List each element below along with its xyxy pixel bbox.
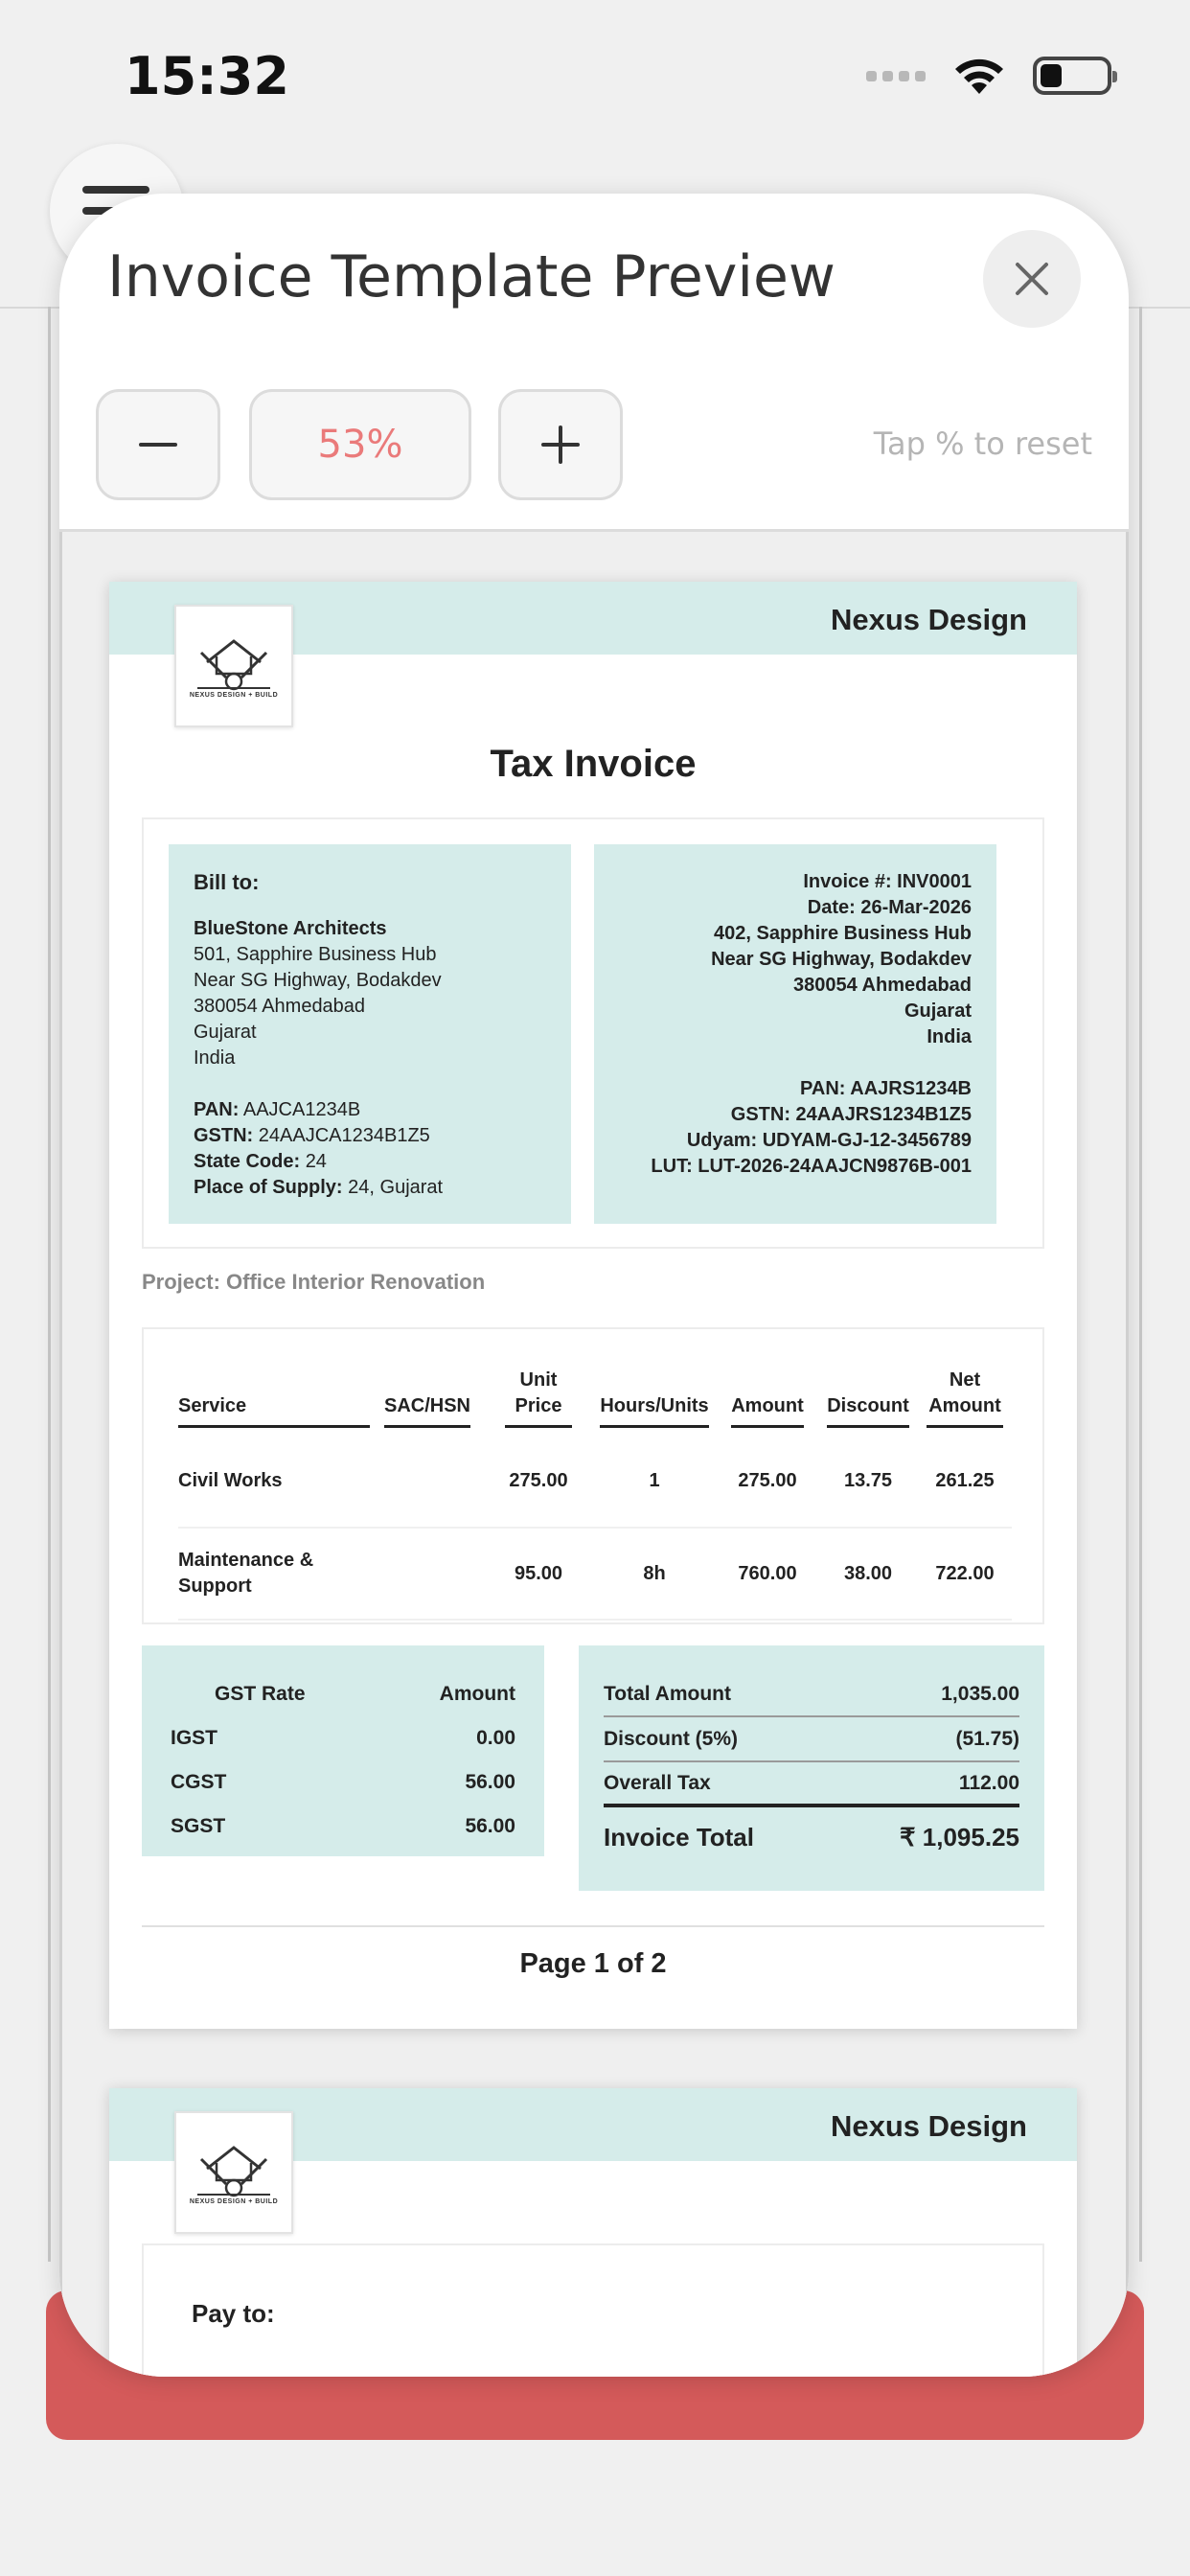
totals-summary <box>579 1645 1044 1891</box>
zoom-in-button[interactable] <box>498 389 623 500</box>
address-section <box>142 817 1044 1249</box>
invoice-title: Tax Invoice <box>490 743 697 785</box>
bill-to-block <box>169 844 571 1224</box>
column-header: Discount <box>818 1368 918 1436</box>
client-address-line: India <box>194 1047 236 1069</box>
background-border-right <box>1139 307 1142 2262</box>
column-header: Net Amount <box>918 1368 1012 1436</box>
wifi-icon <box>952 56 1006 96</box>
invoice-total-row: Invoice Total ₹ 1,095.25 <box>604 1822 1019 1852</box>
seller-address-line: 402, Sapphire Business Hub <box>714 923 972 944</box>
column-header: Amount <box>717 1368 818 1436</box>
column-header: SAC/HSN <box>370 1368 485 1436</box>
bill-to-heading: Bill to: <box>194 870 260 894</box>
sheet-title: Invoice Template Preview <box>107 243 835 310</box>
gst-breakdown <box>142 1645 544 1856</box>
client-pan: PAN: AAJCA1234B <box>194 1099 361 1120</box>
gst-row: SGST 56.00 <box>171 1815 515 1837</box>
gst-header-row: GST Rate Amount <box>215 1683 515 1705</box>
seller-pan: PAN: AAJRS1234B <box>800 1078 972 1099</box>
invoice-number: Invoice #: INV0001 <box>803 871 972 892</box>
pay-to-heading: Pay to: <box>192 2299 275 2328</box>
seller-gstn: GSTN: 24AAJRS1234B1Z5 <box>730 1104 972 1125</box>
total-amount-row: Total Amount 1,035.00 <box>604 1672 1019 1717</box>
preview-scroll-area[interactable] <box>59 529 1129 2377</box>
plus-icon <box>539 424 582 466</box>
client-place-of-supply: Place of Supply: 24, Gujarat <box>194 1177 444 1198</box>
client-name: BlueStone Architects <box>194 918 387 939</box>
company-name: Nexus Design <box>830 2109 1027 2143</box>
overall-tax-row: Overall Tax 112.00 <box>604 1762 1019 1807</box>
logo-text: NEXUS DESIGN + BUILD <box>189 2198 279 2205</box>
invoice-page-1 <box>109 582 1077 2029</box>
invoice-preview-sheet <box>59 194 1129 2377</box>
company-logo <box>174 2111 293 2234</box>
seller-address-line: India <box>927 1026 972 1047</box>
client-address-line: Near SG Highway, Bodakdev <box>194 970 442 991</box>
client-address-line: 501, Sapphire Business Hub <box>194 944 437 965</box>
minus-icon <box>137 424 179 466</box>
battery-icon <box>1033 57 1111 95</box>
seller-lut: LUT: LUT-2026-24AAJCN9876B-001 <box>651 1156 972 1177</box>
status-time: 15:32 <box>125 46 289 106</box>
seller-address-line: Gujarat <box>904 1000 972 1022</box>
invoice-date: Date: 26-Mar-2026 <box>807 897 972 918</box>
seller-address-line: Near SG Highway, Bodakdev <box>711 949 972 970</box>
project-name: Project: Office Interior Renovation <box>142 1270 486 1294</box>
pay-to-section <box>142 2243 1044 2377</box>
zoom-reset-hint: Tap % to reset <box>873 426 1092 462</box>
logo-house-icon <box>188 2140 280 2197</box>
column-header: Unit Price <box>485 1368 592 1436</box>
line-items-section <box>142 1327 1044 1624</box>
close-button[interactable] <box>983 230 1081 328</box>
client-address-line: 380054 Ahmedabad <box>194 996 366 1017</box>
seller-address-line: 380054 Ahmedabad <box>792 975 972 996</box>
invoice-details-block <box>594 844 996 1224</box>
client-gstn: GSTN: 24AAJCA1234B1Z5 <box>194 1125 430 1146</box>
page-number: Page 1 of 2 <box>142 1925 1044 1980</box>
column-header: Hours/Units <box>592 1368 717 1436</box>
invoice-page-2 <box>109 2088 1077 2377</box>
discount-row: Discount (5%) (51.75) <box>604 1717 1019 1762</box>
table-row: Maintenance & Support 95.00 8h 760.00 38.00 722.00 <box>178 1528 1012 1620</box>
table-row: Civil Works 275.00 1 275.00 13.75 261.25 <box>178 1436 1012 1528</box>
zoom-out-button[interactable] <box>96 389 220 500</box>
close-icon <box>1013 260 1051 298</box>
zoom-controls <box>96 389 1092 500</box>
company-name: Nexus Design <box>830 603 1027 636</box>
client-state-code: State Code: 24 <box>194 1151 327 1172</box>
status-icons <box>866 56 1111 96</box>
cellular-signal-icon <box>866 71 926 81</box>
gst-row: CGST 56.00 <box>171 1771 515 1793</box>
line-items-table <box>178 1368 1012 1621</box>
zoom-percentage-button[interactable]: 53% <box>249 389 471 500</box>
background-border-left <box>48 307 51 2262</box>
client-address-line: Gujarat <box>194 1022 257 1043</box>
seller-udyam: Udyam: UDYAM-GJ-12-3456789 <box>686 1130 972 1151</box>
gst-row: IGST 0.00 <box>171 1727 515 1749</box>
table-header-row <box>178 1368 1012 1436</box>
column-header: Service <box>178 1368 370 1436</box>
logo-text: NEXUS DESIGN + BUILD <box>189 692 279 699</box>
company-logo <box>174 605 293 727</box>
logo-house-icon <box>188 633 280 691</box>
